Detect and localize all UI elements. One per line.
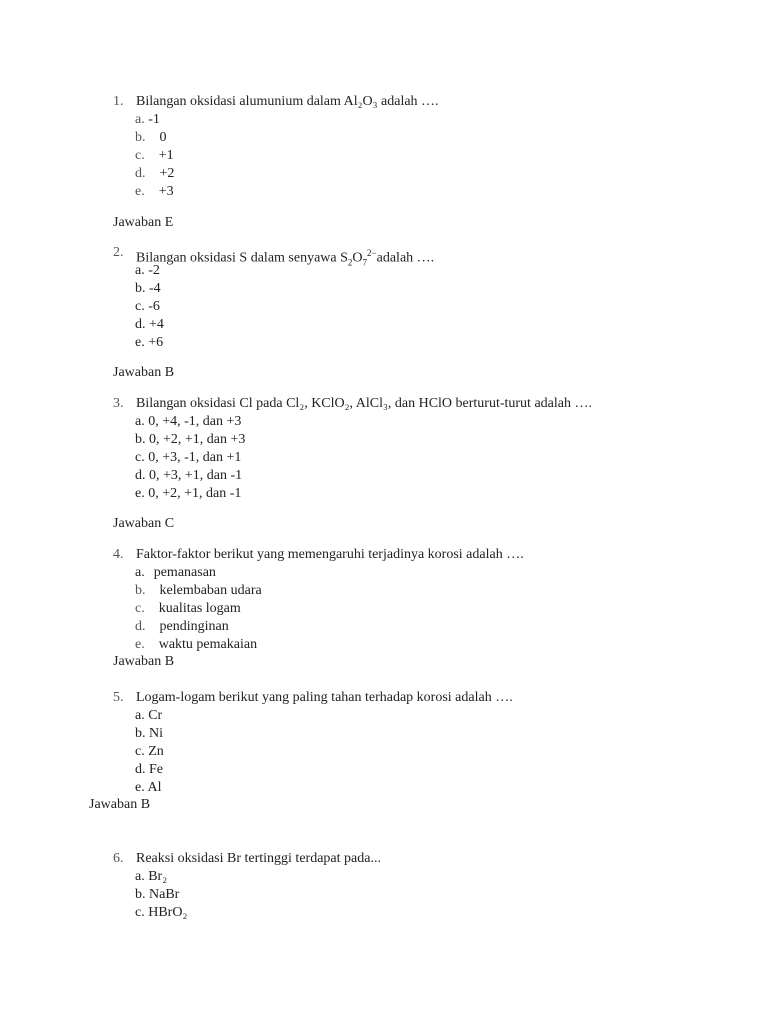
option-e: e. +3 [135,184,174,199]
option-e: e. waktu pemakaian [135,637,258,652]
option-b: b. kelembaban udara [135,583,262,598]
option-d: d. 0, +3, +1, dan -1 [135,468,243,483]
question-text: Reaksi oksidasi Br tertinggi terdapat pada... [136,851,381,866]
option-c: c. kualitas logam [135,601,241,616]
question-text: Bilangan oksidasi alumunium dalam Al₂O₃ adalah …. [136,94,439,109]
option-a: a. Cr [135,708,163,723]
option-c: c. 0, +3, -1, dan +1 [135,450,242,465]
question-3 [113,395,592,413]
answer-3: Jawaban C [113,516,175,531]
question-5 [113,689,513,707]
option-e: e. 0, +2, +1, dan -1 [135,486,242,501]
option-e: e. Al [135,780,162,795]
option-c: c. Zn [135,744,164,759]
option-c: c. HBrO₂ [135,905,188,920]
option-a: a. -2 [135,263,160,278]
answer-1: Jawaban E [113,215,174,230]
question-1 [113,93,439,111]
question-number: 5. [113,690,124,705]
question-text: Faktor-faktor berikut yang memengaruhi terjadinya korosi adalah …. [136,547,524,562]
option-a: a. -1 [135,112,160,127]
question-text: Logam-logam berikut yang paling tahan terhadap korosi adalah …. [136,690,513,705]
option-b: b. 0, +2, +1, dan +3 [135,432,246,447]
option-b: b. 0 [135,130,167,145]
answer-4: Jawaban B [113,654,175,669]
question-number: 6. [113,851,124,866]
question-number: 2. [113,245,124,260]
answer-5: Jawaban B [89,797,151,812]
option-a: a. 0, +4, -1, dan +3 [135,414,242,429]
question-text: Bilangan oksidasi S dalam senyawa $S_2O_7^{2-}adalah$ …. [136,248,435,268]
question-4 [113,546,524,564]
option-b: b. NaBr [135,887,180,902]
question-2 [113,244,435,268]
option-d: d. Fe [135,762,163,777]
question-number: 4. [113,547,124,562]
option-b: b. Ni [135,726,163,741]
option-c: c. -6 [135,299,160,314]
option-e: e. +6 [135,335,164,350]
option-d: d. +4 [135,317,164,332]
option-a: a. Br₂ [135,869,168,884]
option-b: b. -4 [135,281,161,296]
option-c: c. +1 [135,148,174,163]
option-d: d. +2 [135,166,175,181]
answer-2: Jawaban B [113,365,175,380]
option-a: a. pemanasan [135,565,216,580]
question-number: 3. [113,396,124,411]
question-text: Bilangan oksidasi Cl pada Cl₂, KClO₂, AlCl₃, dan HClO berturut-turut adalah …. [136,396,592,411]
option-d: d. pendinginan [135,619,229,634]
question-6 [113,850,381,868]
question-number: 1. [113,94,124,109]
